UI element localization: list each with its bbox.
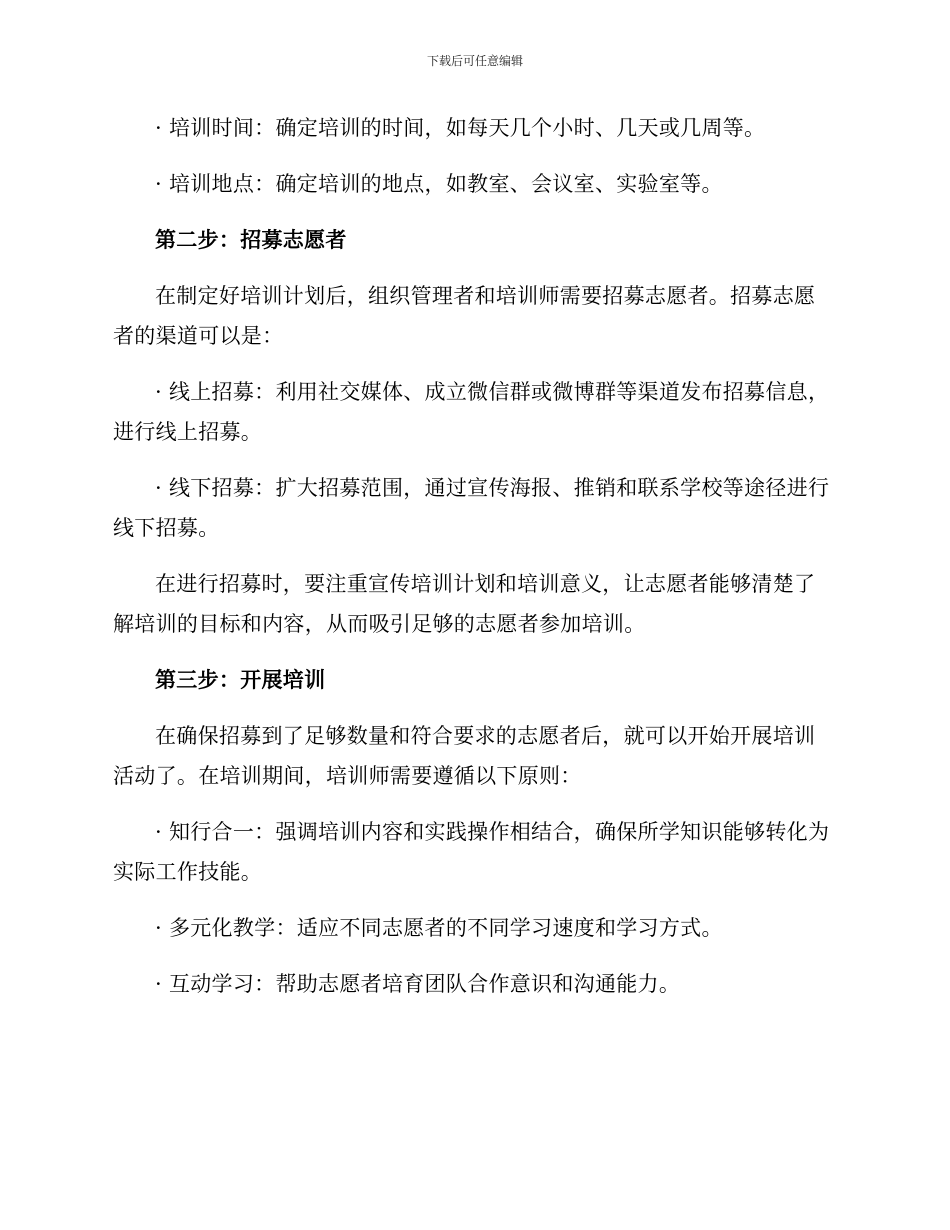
paragraph-recruit-note: 在进行招募时，要注重宣传培训计划和培训意义，让志愿者能够清楚了解培训的目标和内容，从而吸引足够的志愿者参加培训。: [113, 572, 816, 636]
section-heading-step-three: 第三步：开展培训: [155, 667, 326, 692]
document-body: [113, 108, 833, 1004]
bullet-offline-recruit: · 线下招募：扩大招募范围，通过宣传海报、推销和联系学校等途径进行线下招募。: [113, 476, 830, 540]
section-heading-step-two: 第二步：招募志愿者: [155, 227, 347, 252]
paragraph-recruit-intro: 在制定好培训计划后，组织管理者和培训师需要招募志愿者。招募志愿者的渠道可以是：: [113, 284, 816, 348]
bullet-knowledge-practice: · 知行合一：强调培训内容和实践操作相结合，确保所学知识能够转化为实际工作技能。: [113, 820, 830, 884]
bullet-interactive-learning: · 互动学习：帮助志愿者培育团队合作意识和沟通能力。: [155, 972, 681, 996]
bullet-diverse-teaching: · 多元化教学：适应不同志愿者的不同学习速度和学习方式。: [155, 916, 723, 940]
bullet-training-time: · 培训时间：确定培训的时间，如每天几个小时、几天或几周等。: [155, 116, 766, 140]
bullet-training-location: · 培训地点：确定培训的地点，如教室、会议室、实验室等。: [155, 172, 723, 196]
paragraph-training-intro: 在确保招募到了足够数量和符合要求的志愿者后，就可以开始开展培训活动了。在培训期间，培训师需要遵循以下原则：: [113, 724, 816, 788]
page-header: 下载后可任意编辑: [426, 54, 523, 68]
bullet-online-recruit: · 线上招募：利用社交媒体、成立微信群或微博群等渠道发布招募信息，进行线上招募。: [113, 380, 830, 444]
